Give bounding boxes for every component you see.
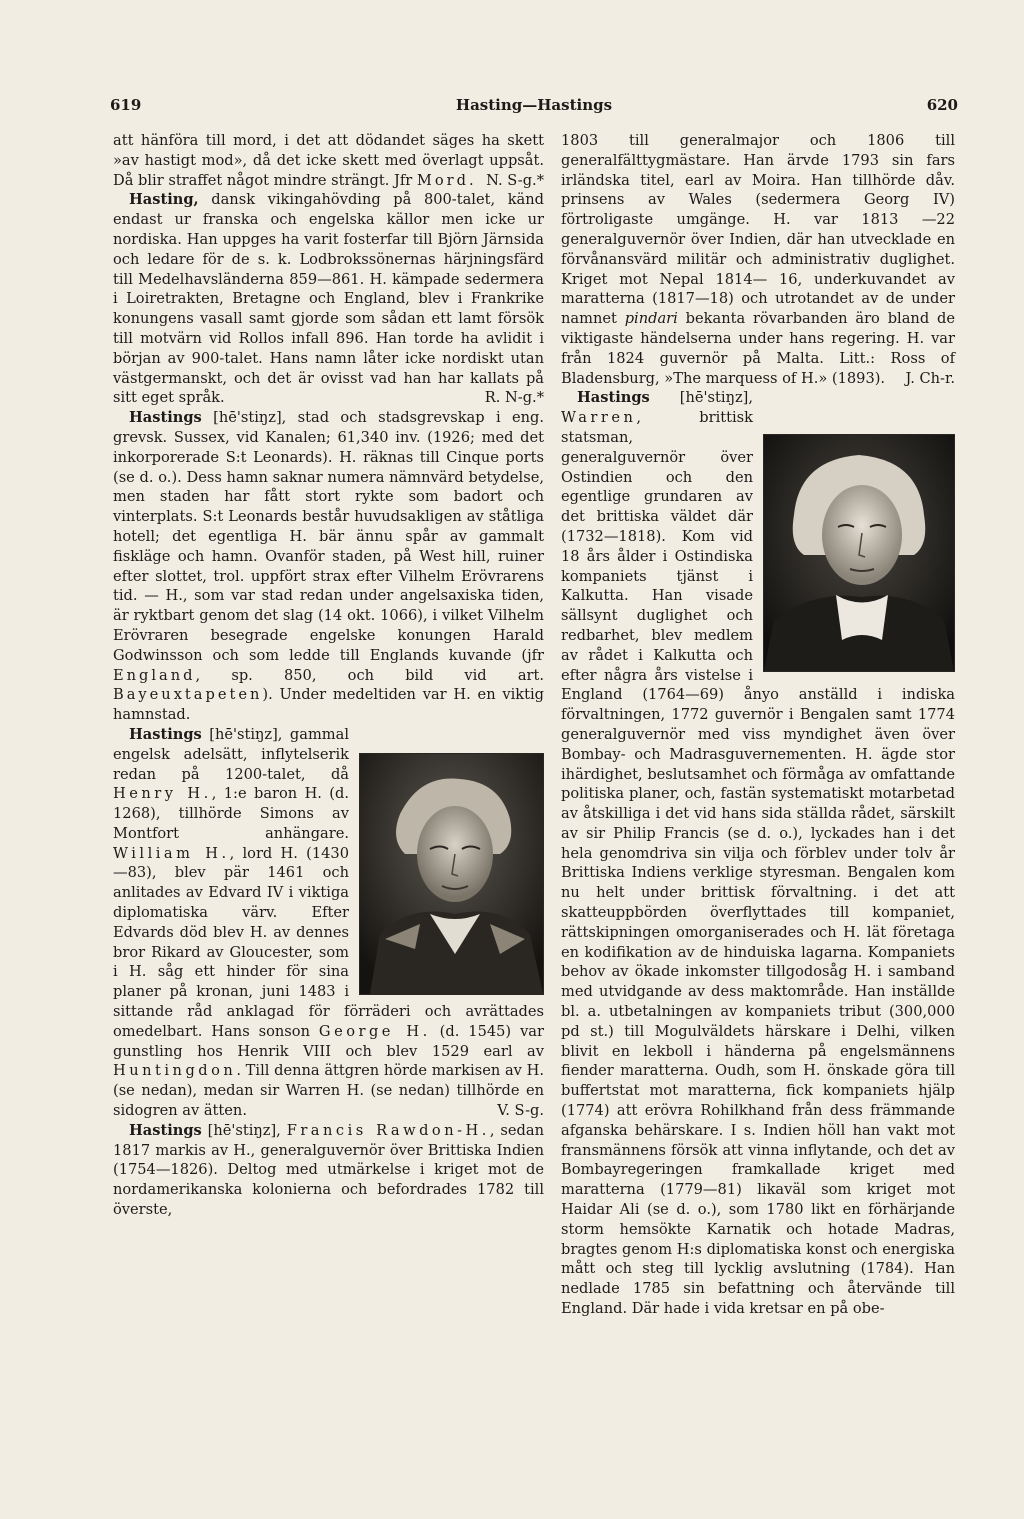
entry-mord-continuation: att hänföra till mord, i det att dödandet säges ha skett »av hastigt mod», då det icke skett med överlagt uppsåt. Då blir straffet något mindre strängt. Jfr Mord. N. S-g.* bbox=[113, 132, 544, 189]
author-signature: J. Ch-r. bbox=[905, 369, 955, 387]
page-header bbox=[110, 96, 958, 120]
person-name: Henry H. bbox=[113, 785, 212, 803]
person-name: William H. bbox=[113, 844, 230, 862]
headword: Hastings bbox=[577, 389, 650, 407]
cross-reference: Bayeuxtapeten bbox=[113, 686, 263, 704]
headword: Hasting, bbox=[129, 191, 199, 209]
portrait-warren-hastings bbox=[763, 434, 955, 672]
author-signature: V. S-g. bbox=[497, 1102, 544, 1120]
entry-hasting: Hasting, dansk vikingahövding på 800-talet, känd endast ur franska och engelska källor men icke ur nordiska. Han uppges ha varit fosterfar till Björn Järnsida och ledare för de s. k. Lodbrokssönernas härjningsfärd till Medelhavsländerna 859—861. H. kämpade sedermera i Loiretrakten, Bretagne och England, blev i Frankrike konungens vasall samt gjorde som sådan ett lamt försök till motvärn vid Rollos infall 896. Han torde ha avlidit i början av 900-talet. Hans namn låter icke nordiskt utan västgermanskt, och det är ovisst vad han har kallats på sitt eget språk. R. N-g.* bbox=[113, 191, 544, 407]
author-signature: R. N-g.* bbox=[484, 389, 544, 407]
person-name: Warren bbox=[561, 409, 637, 427]
author-signature: N. S-g.* bbox=[486, 171, 544, 189]
person-name: George H. bbox=[318, 1022, 431, 1040]
person-name: Huntingdon bbox=[113, 1062, 237, 1080]
cross-reference: Mord. bbox=[416, 171, 477, 189]
entry-warren-hastings: Hastings [hē'stiŋz], Warren, brittisk statsman, generalguvernör över Ostindien och den egentlige grundaren av det brittiska väldet där (1732—1818). Kom vid 18 års ålder i Ostindiska kompaniets tjänst i Kalkutta. Han visade sällsynt duglighet och redbarhet, blev medlem av rådet i Kalkutta och efter några års vistelse i England (1764—69) ånyo anställd i indiska förvaltningen, 1772 guvernör i Bengalen samt 1774 generalguvernör med viss myndighet även över Bombay- och Madrasguvernementen. H. ägde stor ihärdighet, beslutsamhet och förmåga av omfattande politiska planer, och, fastän systematiskt motarbetad av åtskilliga i det vid hans sida ställda rådet, särskilt av sir Philip Francis (se d. o.), lyckades han i det hela genomdriva sin vilja och förblev under tolv år Brittiska Indiens verklige styresman. Bengalen kom nu helt under brittisk förvaltning. i det att skatteuppbörden överflyttades till kompaniet, rättskipningen omorganiserades och H. lät företaga en kodifikation av de hinduiska lagarna. Kompaniets behov av ökade inkomster tillgodosåg H. i samband med utvidgande av dess maktområde. Han inställde bl. a. utbetalningen av kompaniets tribut (300,000 pd st.) till Mogulväldets härskare i Delhi, vilken blivit en lekboll i händerna på engelsmännens fiender maratterna. Oudh, som H. önskade göra till buffertstat mot maratterna, fick kompaniets hjälp (1774) att erövra Rohilkhand från dess främmande afganska behärskare. I s. Indien höll han vakt mot fransmännens försök att vinna inflytande, och det av Bombayregeringen framkallade kriget med maratterna (1779—81) likaväl som kriget mot Haidar Ali (se d. o.), som 1780 likt en förhärjande storm hemsökte Karnatik och hotade Madras, bragtes genom H:s diplomatiska konst och energiska mått och steg till lycklig avslutning (1784). Han nedlade 1785 sin befattning och återvände till England. Där hade i vida kretsar en på obe- bbox=[561, 389, 955, 1318]
person-name: Francis Rawdon-H. bbox=[286, 1121, 490, 1139]
headword: Hastings bbox=[129, 409, 202, 427]
running-title: Hasting—Hastings bbox=[455, 96, 613, 114]
entry-francis-rawdon-hastings: Hastings [hē'stiŋz], Francis Rawdon-H., sedan 1817 markis av H., generalguvernör över Brittiska Indien (1754—1826). Deltog med utmärkelse i kriget mot de nordamerikanska kolonierna och befordrades 1782 till överste, bbox=[113, 1121, 544, 1219]
page-number-right: 620 bbox=[926, 96, 958, 114]
headword: Hastings bbox=[129, 1121, 202, 1139]
left-column bbox=[113, 131, 544, 1220]
page-number-left: 619 bbox=[110, 96, 142, 114]
entry-francis-continuation: 1803 till generalmajor och 1806 till generalfälttygmästare. Han ärvde 1793 sin fars irländska titel, earl av Moira. Han tillhörde dåv. prinsens av Wales (sedermera Georg IV) förtroligaste umgänge. H. var 1813 —22 generalguvernör över Indien, där han utvecklade en förvånansvärd militär och administrativ duglighet. Kriget mot Nepal 1814— 16, underkuvandet av maratterna (1817—18) och utrotandet av de under namnet pindari bekanta rövarbanden äro bland de viktigaste händelserna under hans regering. H. var från 1824 guvernör på Malta. Litt.: Ross of Bladensburg, »The marquess of H.» (1893). J. Ch-r. bbox=[561, 132, 955, 387]
entry-hastings-family: Hastings [hē'stiŋz], gammal engelsk adelsätt, inflytelserik redan på 1200-talet, då Henry H., 1:e baron H. (d. 1268), tillhörde Simons av Montfort anhängare. William H., lord H. (1430—83), blev pär 1461 och anlitades av Edvard IV i viktiga diplomatiska värv. Efter Edvards död blev H. av dennes bror Rikard av Gloucester, som i H. såg ett hinder för sina planer på kronan, juni 1483 i sittande råd anklagad för förräderi och avrättades omedelbart. Hans sonson George H. (d. 1545) var gunstling hos Henrik VIII och blev 1529 earl av Huntingdon. Till denna ättgren hörde markisen av H. (se nedan), medan sir Warren H. (se nedan) tillhörde en sidogren av ätten. V. S-g. bbox=[113, 725, 544, 1120]
cross-reference: England bbox=[113, 666, 196, 684]
entry-hastings-town: Hastings [hē'stiŋz], stad och stadsgrevskap i eng. grevsk. Sussex, vid Kanalen; 61,340 inv. (1926; med det inkorporerade S:t Leonards). H. räknas till Cinque ports (se d. o.). Dess hamn saknar numera nämnvärd betydelse, men staden har fått stort rykte som badort och vinterplats. S:t Leonards består huvudsakligen av ståtliga hotell; det egentliga H. bär ännu spår av gammalt fiskläge och hamn. Ovanför staden, på West hill, ruiner efter slottet, trol. uppfört strax efter Vilhelm Erövrarens tid. — H., som var stad redan under angelsaxiska tiden, är ryktbart genom det slag (14 okt. 1066), i vilket Vilhelm Erövraren besegrade engelske konungen Harald Godwinsson och som ledde till Englands kuvande (jfr England, sp. 850, och bild vid art. Bayeuxtapeten). Under medeltiden var H. en viktig hamnstad. bbox=[113, 409, 544, 724]
portrait-francis-rawdon-hastings bbox=[359, 753, 544, 995]
portrait-engraving bbox=[360, 754, 543, 994]
portrait-engraving bbox=[764, 435, 954, 671]
right-column bbox=[561, 131, 955, 1319]
headword: Hastings bbox=[129, 725, 202, 743]
